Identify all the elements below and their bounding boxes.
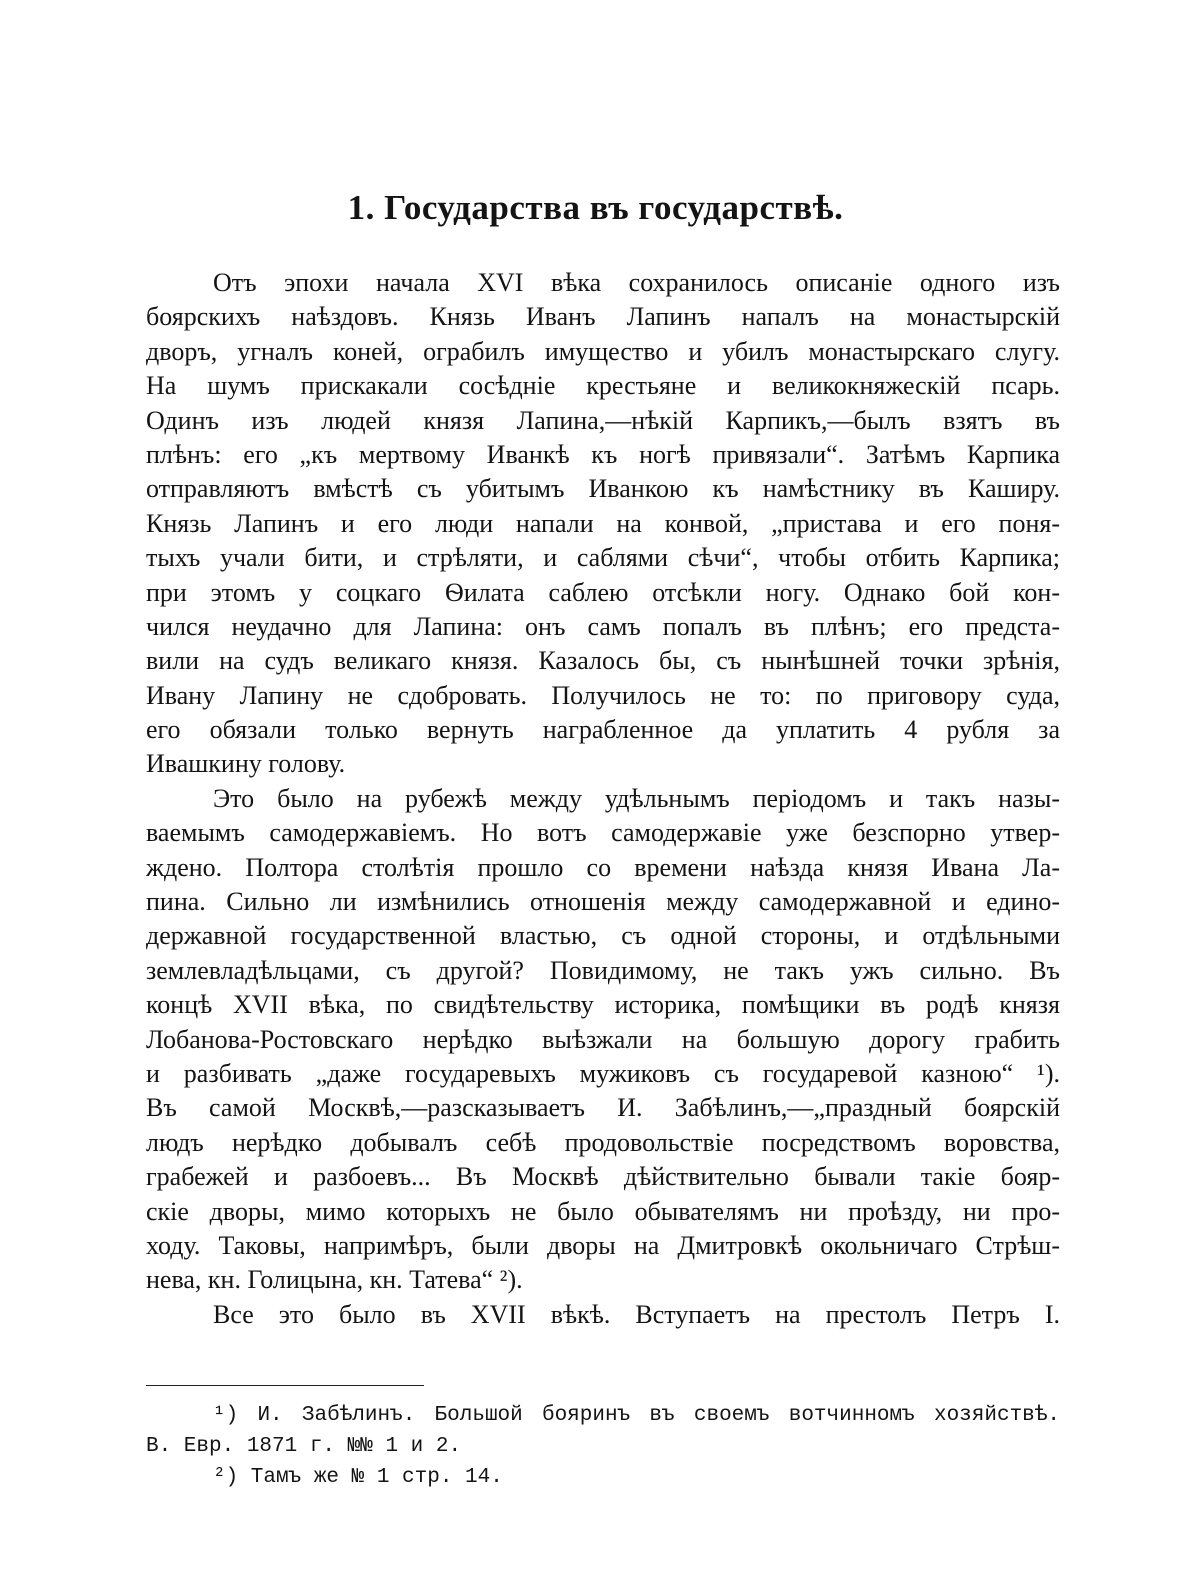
text-line: его обязали только вернуть награбленное да уплатить 4 рубля за	[146, 715, 1060, 745]
text-line: пина. Сильно ли измѣнились отношенія между самодержавной и едино-	[146, 887, 1060, 917]
footnote-line: ²) Тамъ же № 1 стр. 14.	[213, 1466, 503, 1489]
text-line: боярскихъ наѣздовъ. Князь Иванъ Лапинъ напалъ на монастырскій	[146, 302, 1060, 332]
chapter-title: 1. Государства въ государствѣ.	[347, 188, 844, 227]
text-line: Въ самой Москвѣ,—разсказываетъ И. Забѣлинъ,—„праздный боярскій	[146, 1093, 1060, 1123]
text-line: ходу. Таковы, напримѣръ, были дворы на Дмитровкѣ окольничаго Стрѣш-	[146, 1230, 1060, 1260]
text-line: нева, кн. Голицына, кн. Татева“ ²).	[146, 1265, 523, 1295]
text-line: дворъ, угналъ коней, ограбилъ имущество и убилъ монастырскаго слугу.	[146, 336, 1060, 366]
text-line: вили на судъ великаго князя. Казалось бы, съ нынѣшней точки зрѣнія,	[146, 646, 1060, 676]
text-line: землевладѣльцами, съ другой? Повидимому, не такъ ужъ сильно. Въ	[146, 955, 1060, 985]
text-line: Одинъ изъ людей князя Лапина,—нѣкій Карпикъ,—былъ взятъ въ	[146, 405, 1060, 435]
text-line: тыхъ учали бити, и стрѣляти, и саблями сѣчи“, чтобы отбить Карпика;	[146, 543, 1060, 573]
text-line: Ивашкину голову.	[146, 749, 346, 779]
text-line: Лобанова-Ростовскаго нерѣдко выѣзжали на большую дорогу грабить	[146, 1024, 1060, 1054]
text-line: ждено. Полтора столѣтія прошло со времени наѣзда князя Ивана Ла-	[146, 852, 1060, 882]
footnote-divider	[146, 1385, 424, 1386]
text-line: плѣнъ: его „къ мертвому Иванкѣ къ ногѣ привязали“. Затѣмъ Карпика	[146, 439, 1060, 469]
text-line: Это было на рубежѣ между удѣльнымъ періодомъ и такъ назы-	[213, 783, 1060, 813]
text-line: державной государственной властью, съ одной стороны, и отдѣльными	[146, 921, 1060, 951]
text-line: скіе дворы, мимо которыхъ не было обывателямъ ни проѣзду, ни про-	[146, 1196, 1060, 1226]
text-line: и разбивать „даже государевыхъ мужиковъ съ государевой казною“ ¹).	[146, 1058, 1060, 1088]
footnote-line: В. Евр. 1871 г. №№ 1 и 2.	[146, 1435, 462, 1458]
text-line: людъ нерѣдко добывалъ себѣ продовольствіе посредствомъ воровства,	[146, 1127, 1060, 1157]
body-text	[146, 266, 1060, 1332]
footnotes	[146, 1400, 1060, 1493]
text-line: Все это было въ XVII вѣкѣ. Вступаетъ на престолъ Петръ I.	[213, 1299, 1060, 1329]
text-line: отправляютъ вмѣстѣ съ убитымъ Иванкою къ намѣстнику въ Каширу.	[146, 474, 1060, 504]
text-line: Отъ эпохи начала XVI вѣка сохранилось описаніе одного изъ	[213, 268, 1060, 297]
text-line: грабежей и разбоевъ... Въ Москвѣ дѣйствительно бывали такіе бояр-	[146, 1162, 1060, 1192]
text-line: ваемымъ самодержавіемъ. Но вотъ самодержавіе уже безспорно утвер-	[146, 818, 1060, 848]
text-line: Ивану Лапину не сдобровать. Получилось не то: по приговору суда,	[146, 680, 1060, 710]
text-line: Князь Лапинъ и его люди напали на конвой, „пристава и его поня-	[146, 508, 1060, 538]
text-line: при этомъ у соцкаго Ѳилата саблею отсѣкли ногу. Однако бой кон-	[146, 577, 1060, 607]
text-line: чился неудачно для Лапина: онъ самъ попалъ въ плѣнъ; его предста-	[146, 611, 1060, 641]
text-line: концѣ XVII вѣка, по свидѣтельству историка, помѣщики въ родѣ князя	[146, 990, 1060, 1020]
footnote-line: ¹) И. Забѣлинъ. Большой бояринъ въ своемъ вотчинномъ хозяйствѣ.	[213, 1404, 1060, 1427]
text-line: На шумъ прискакали сосѣдніе крестьяне и великокняжескій псарь.	[146, 371, 1060, 401]
